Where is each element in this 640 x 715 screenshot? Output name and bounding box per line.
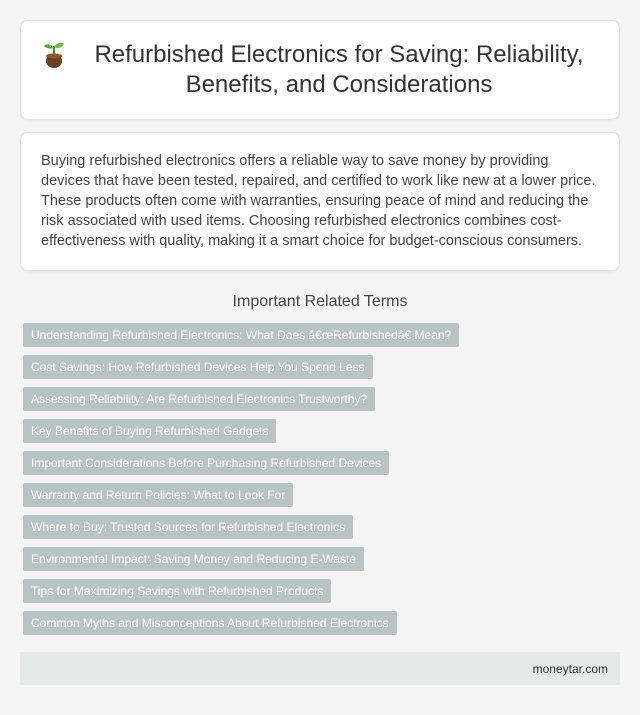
intro-text: Buying refurbished electronics offers a reliable way to save money by providing devices that have been tested, repaired, and certified to work like new at a lower price. These products often come with warranties, ensuring peace of mind and reducing the risk associated with used items. Choosing refurbished electronics combines cost-effectiveness with quality, making it a smart choice for budget-conscious consumers. xyxy=(41,153,596,249)
term-tag[interactable]: Assessing Reliability: Are Refurbished Electronics Trustworthy? xyxy=(23,387,375,411)
term-tag[interactable]: Where to Buy: Trusted Sources for Refurbished Electronics xyxy=(23,515,353,539)
related-terms-list xyxy=(20,323,620,635)
title-card xyxy=(20,20,620,120)
related-terms-heading: Important Related Terms xyxy=(232,293,408,310)
footer xyxy=(20,652,620,685)
term-tag[interactable]: Tips for Maximizing Savings with Refurbished Products xyxy=(23,579,331,603)
related-terms-section xyxy=(20,291,620,635)
page-title: Refurbished Electronics for Saving: Reliability, Benefits, and Considerations xyxy=(94,41,584,98)
term-tag[interactable]: Warranty and Return Policies: What to Look For xyxy=(23,483,293,507)
footer-site-link[interactable]: moneytar.com xyxy=(532,661,608,676)
term-tag[interactable]: Cost Savings: How Refurbished Devices Help You Spend Less xyxy=(23,355,373,379)
term-tag[interactable]: Understanding Refurbished Electronics: What Does â€œRefurbishedâ€ Mean? xyxy=(23,323,459,347)
term-tag[interactable]: Environmental Impact: Saving Money and Reducing E-Waste xyxy=(23,547,364,571)
sprout-icon xyxy=(41,40,67,70)
term-tag[interactable]: Key Benefits of Buying Refurbished Gadgets xyxy=(23,419,276,443)
term-tag[interactable]: Common Myths and Misconceptions About Refurbished Electronics xyxy=(23,611,397,635)
title-row xyxy=(41,40,599,100)
term-tag[interactable]: Important Considerations Before Purchasing Refurbished Devices xyxy=(23,451,389,475)
intro-card xyxy=(20,132,620,271)
